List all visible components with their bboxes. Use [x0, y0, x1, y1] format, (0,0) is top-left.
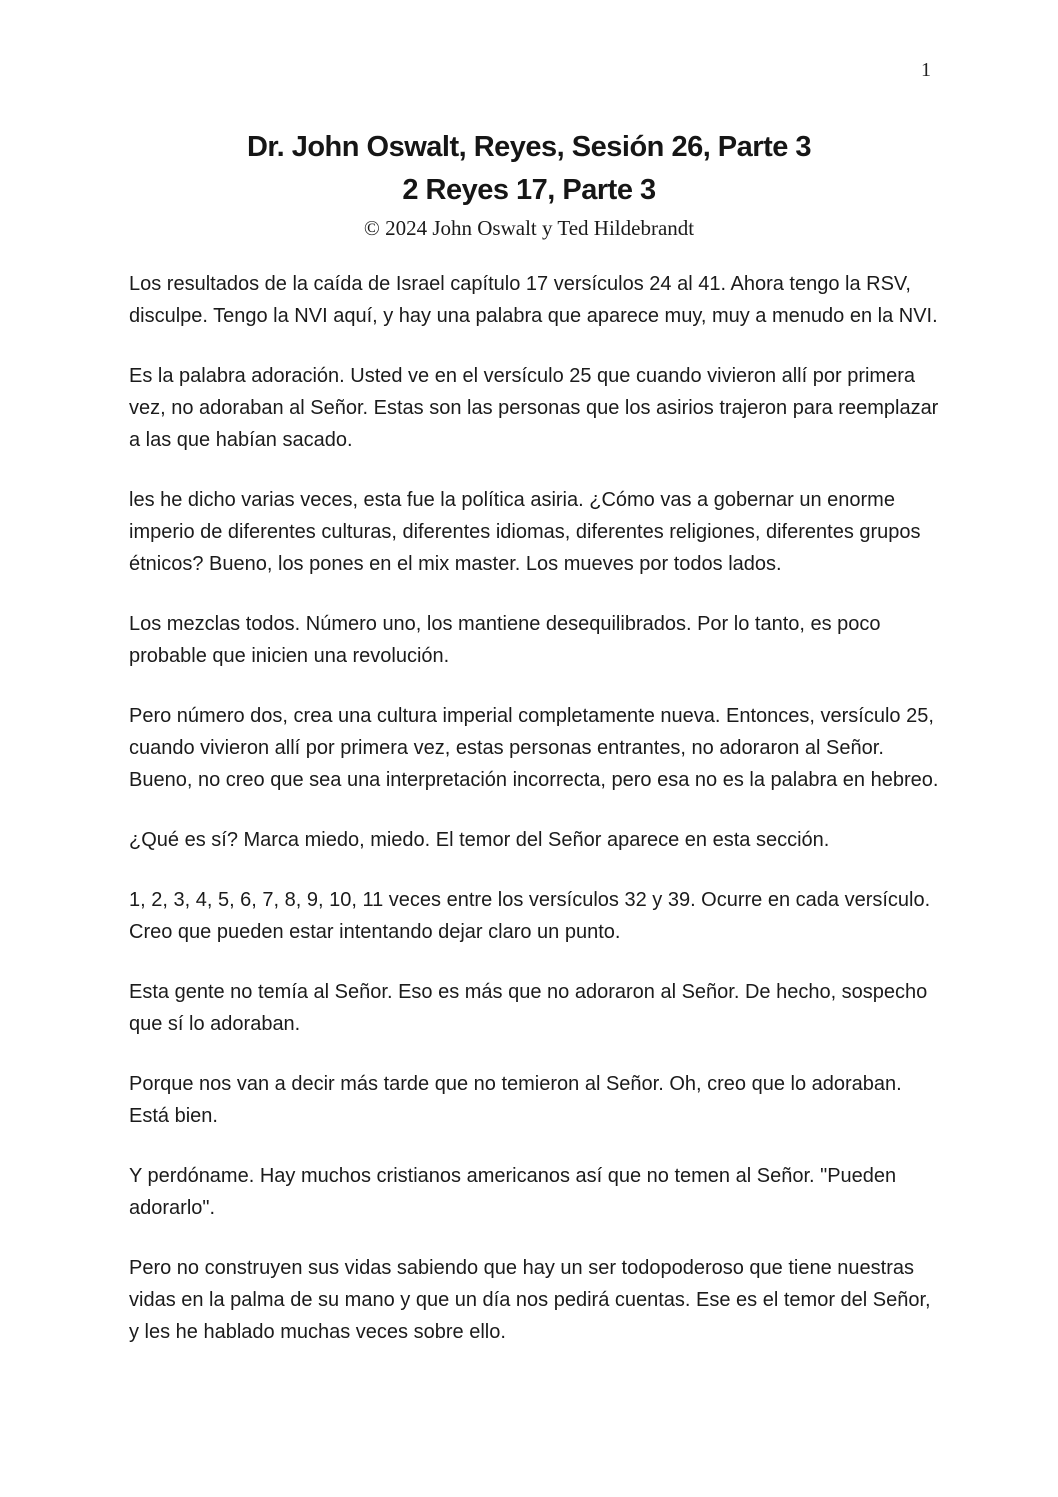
paragraph: Los mezclas todos. Número uno, los mantiene desequilibrados. Por lo tanto, es poco probable que inicien una revolución.	[129, 613, 881, 667]
paragraph: Pero no construyen sus vidas sabiendo que hay un ser todopoderoso que tiene nuestras vidas en la palma de su mano y que un día nos pedirá cuentas. Ese es el temor del Señor, y les he hablado muchas veces sobre ello.	[129, 1257, 931, 1343]
page-number: 1	[921, 59, 931, 81]
paragraph: Es la palabra adoración. Usted ve en el versículo 25 que cuando vivieron allí por primera vez, no adoraban al Señor. Estas son las personas que los asirios trajeron para reemplazar a las que habían sacado.	[129, 365, 939, 451]
paragraph: ¿Qué es sí? Marca miedo, miedo. El temor del Señor aparece en esta sección.	[129, 829, 830, 851]
paragraph: Pero número dos, crea una cultura imperial completamente nueva. Entonces, versículo 25, cuando vivieron allí por primera vez, estas personas entrantes, no adoraron al Señor. Bueno, no creo que sea una interpretación incorrecta, pero esa no es la palabra en hebreo.	[129, 705, 939, 791]
document-header	[0, 0, 1058, 241]
paragraph: Esta gente no temía al Señor. Eso es más que no adoraron al Señor. De hecho, sospecho que sí lo adoraban.	[129, 981, 928, 1035]
copyright-line: © 2024 John Oswalt y Ted Hildebrandt	[363, 216, 695, 240]
paragraph: Y perdóname. Hay muchos cristianos americanos así que no temen al Señor. "Pueden adorarlo".	[129, 1165, 897, 1219]
paragraph: Porque nos van a decir más tarde que no temieron al Señor. Oh, creo que lo adoraban. Está bien.	[129, 1073, 902, 1127]
document-title-line-1: Dr. John Oswalt, Reyes, Sesión 26, Parte 3	[246, 131, 812, 163]
document-title-line-2: 2 Reyes 17, Parte 3	[402, 174, 656, 206]
paragraph: 1, 2, 3, 4, 5, 6, 7, 8, 9, 10, 11 veces entre los versículos 32 y 39. Ocurre en cada versículo. Creo que pueden estar intentando dejar claro un punto.	[129, 889, 931, 943]
document-body	[129, 268, 941, 1348]
paragraph: les he dicho varias veces, esta fue la política asiria. ¿Cómo vas a gobernar un enorme imperio de diferentes culturas, diferentes idiomas, diferentes religiones, diferentes grupos étnicos? Bueno, los pones en el mix master. Los mueves por todos lados.	[129, 489, 921, 575]
paragraph: Los resultados de la caída de Israel capítulo 17 versículos 24 al 41. Ahora tengo la RSV, disculpe. Tengo la NVI aquí, y hay una palabra que aparece muy, muy a menudo en la NVI.	[129, 273, 938, 327]
